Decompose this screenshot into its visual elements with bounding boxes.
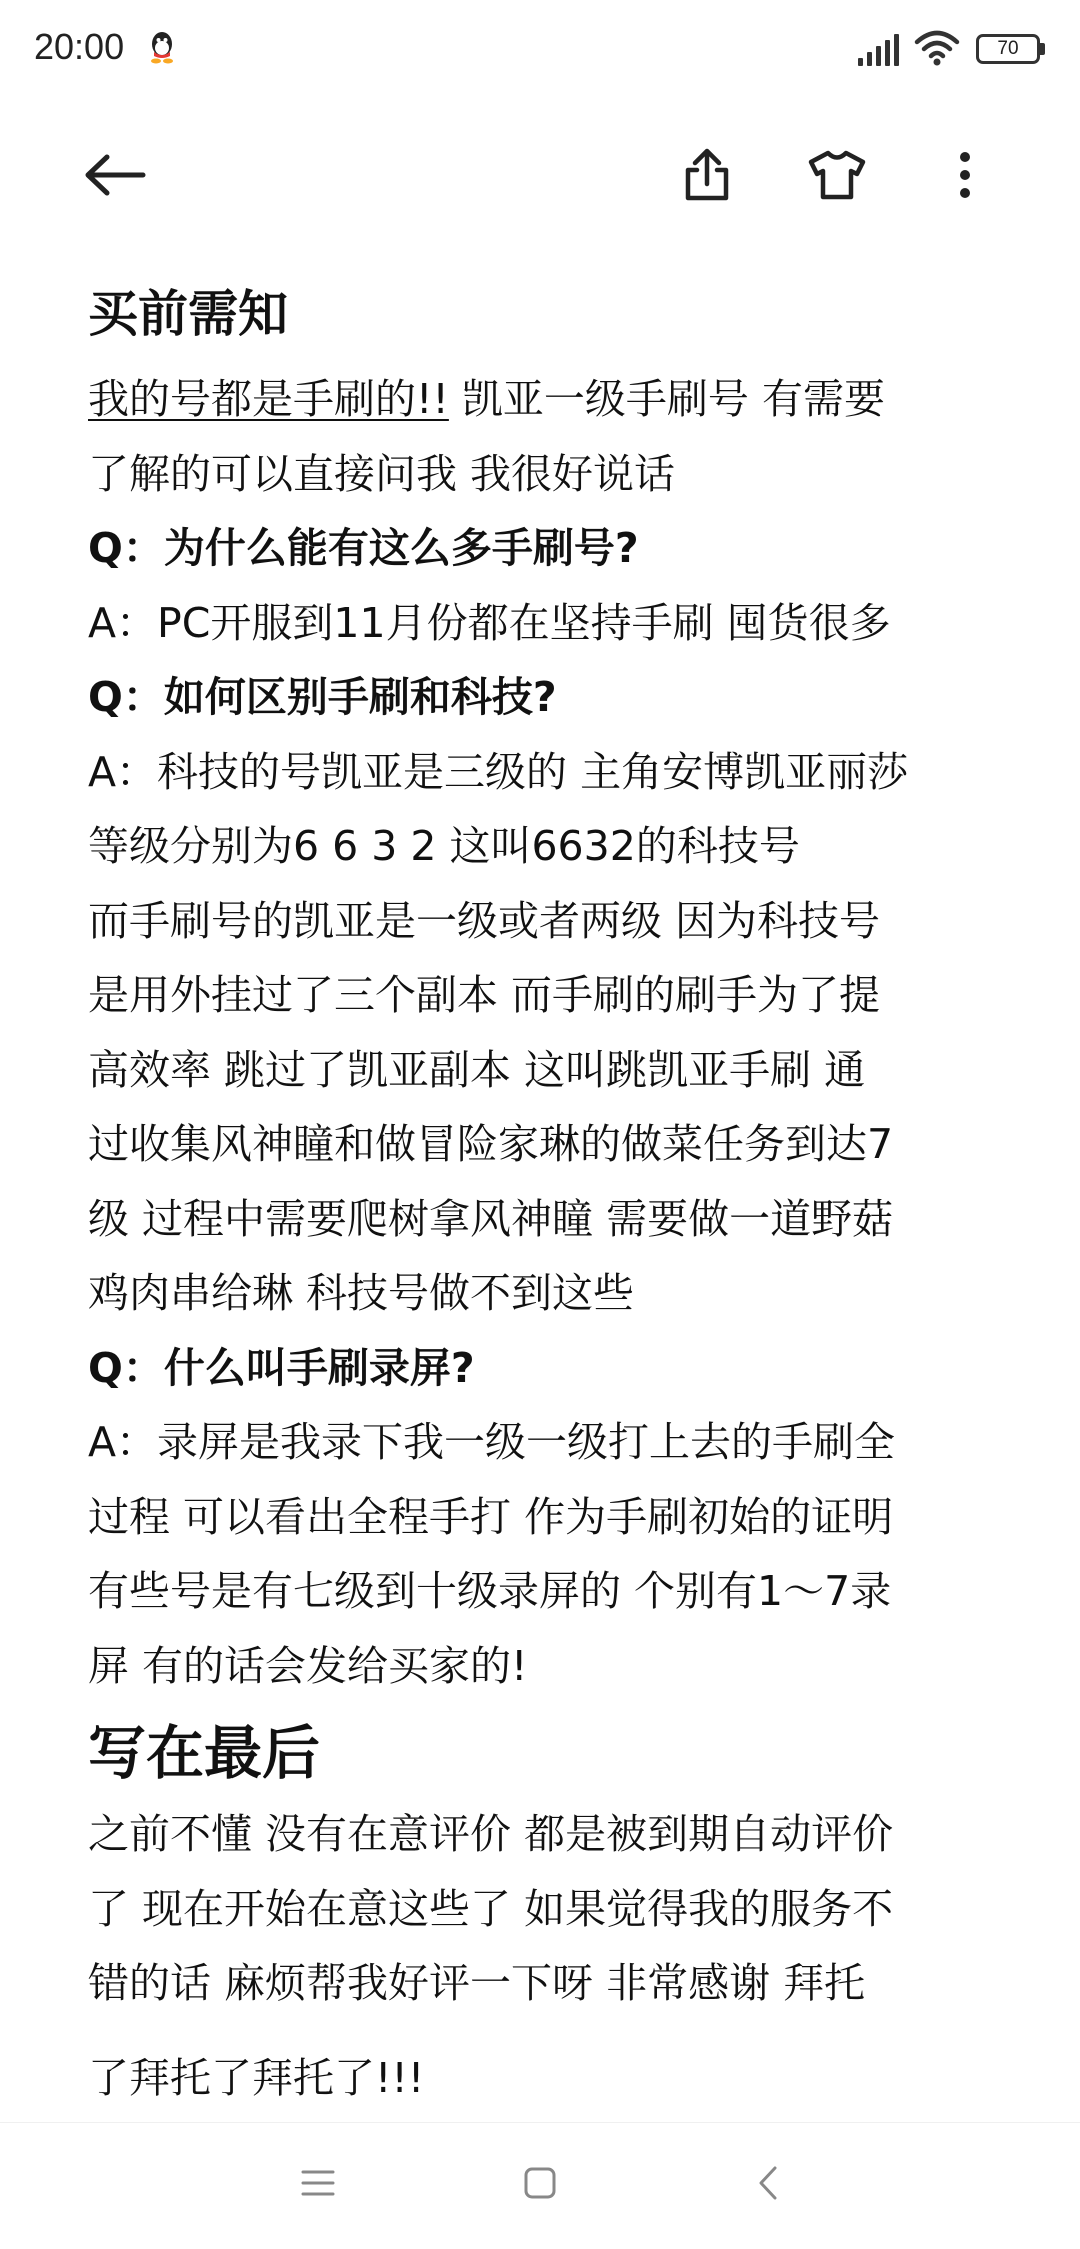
answer-2-line: 过收集风神瞳和做冒险家琳的做菜任务到达7 <box>88 1120 894 1168</box>
answer-3-line: A：录屏是我录下我一级一级打上去的手刷全 <box>88 1418 896 1466</box>
question-3: Q：什么叫手刷录屏? <box>88 1343 475 1392</box>
closing-line: 了 现在开始在意这些了 如果觉得我的服务不 <box>88 1884 894 1933</box>
status-bar <box>0 0 1080 100</box>
closing-paragraph <box>88 1797 1018 2115</box>
battery-icon <box>976 34 1040 64</box>
answer-2-line: 高效率 跳过了凯亚副本 这叫跳凯亚手刷 通 <box>88 1045 866 1094</box>
qq-icon <box>148 30 176 64</box>
answer-3-line: 屏 有的话会发给买家的! <box>88 1641 528 1690</box>
section-title-before-buying: 买前需知 <box>88 285 288 343</box>
nav-back-button[interactable] <box>728 2153 808 2213</box>
intro-underlined-text: 我的号都是手刷的!! <box>88 375 449 423</box>
question-1: Q：为什么能有这么多手刷号? <box>88 524 639 572</box>
home-icon <box>523 2166 557 2200</box>
shirt-icon <box>808 150 866 200</box>
battery-level: 70 <box>997 38 1019 59</box>
note-content[interactable] <box>88 272 1018 2115</box>
intro-line-2: 了解的可以直接问我 我很好说话 <box>88 449 676 498</box>
closing-line: 错的话 麻烦帮我好评一下呀 非常感谢 拜托 <box>88 1959 866 2007</box>
answer-3-line: 有些号是有七级到十级录屏的 个别有1～7录 <box>88 1567 892 1615</box>
section-title-final-words: 写在最后 <box>88 1719 321 1787</box>
system-nav-bar <box>0 2122 1080 2249</box>
answer-2 <box>88 735 1018 1331</box>
home-button[interactable] <box>500 2153 580 2213</box>
status-time: 20:00 <box>34 26 125 67</box>
answer-2-line: 是用外挂过了三个副本 而手刷的刷手为了提 <box>88 971 881 1019</box>
signal-icon <box>858 34 900 66</box>
battery-tip <box>1040 43 1045 55</box>
question-2: Q：如何区别手刷和科技? <box>88 673 557 721</box>
answer-2-line: 鸡肉串给琳 科技号做不到这些 <box>88 1269 635 1317</box>
back-icon <box>757 2165 779 2201</box>
closing-line-last: 了拜托了拜托了!!! <box>88 2053 425 2102</box>
back-arrow-icon <box>83 153 147 197</box>
answer-2-line: 等级分别为6 6 3 2 这叫6632的科技号 <box>88 822 800 870</box>
intro-rest-text: 凯亚一级手刷号 有需要 <box>448 375 885 423</box>
more-options-button[interactable] <box>920 130 1010 220</box>
answer-2-line: 级 过程中需要爬树拿风神瞳 需要做一道野菇 <box>88 1194 894 1243</box>
top-toolbar <box>0 130 1080 230</box>
more-vertical-icon <box>958 151 972 199</box>
wifi-icon <box>914 30 960 66</box>
share-icon <box>682 148 732 202</box>
answer-3 <box>88 1405 1018 1703</box>
intro-line-1 <box>88 362 1018 437</box>
answer-1: A：PC开服到11月份都在坚持手刷 囤货很多 <box>88 598 891 647</box>
back-button[interactable] <box>70 130 160 220</box>
answer-3-line: 过程 可以看出全程手打 作为手刷初始的证明 <box>88 1492 894 1541</box>
menu-icon <box>301 2168 335 2198</box>
answer-2-line: A：科技的号凯亚是三级的 主角安博凯亚丽莎 <box>88 747 909 796</box>
recent-apps-button[interactable] <box>278 2153 358 2213</box>
closing-line: 之前不懂 没有在意评价 都是被到期自动评价 <box>88 1810 894 1858</box>
theme-button[interactable] <box>792 130 882 220</box>
share-button[interactable] <box>662 130 752 220</box>
answer-2-line: 而手刷号的凯亚是一级或者两级 因为科技号 <box>88 896 881 945</box>
